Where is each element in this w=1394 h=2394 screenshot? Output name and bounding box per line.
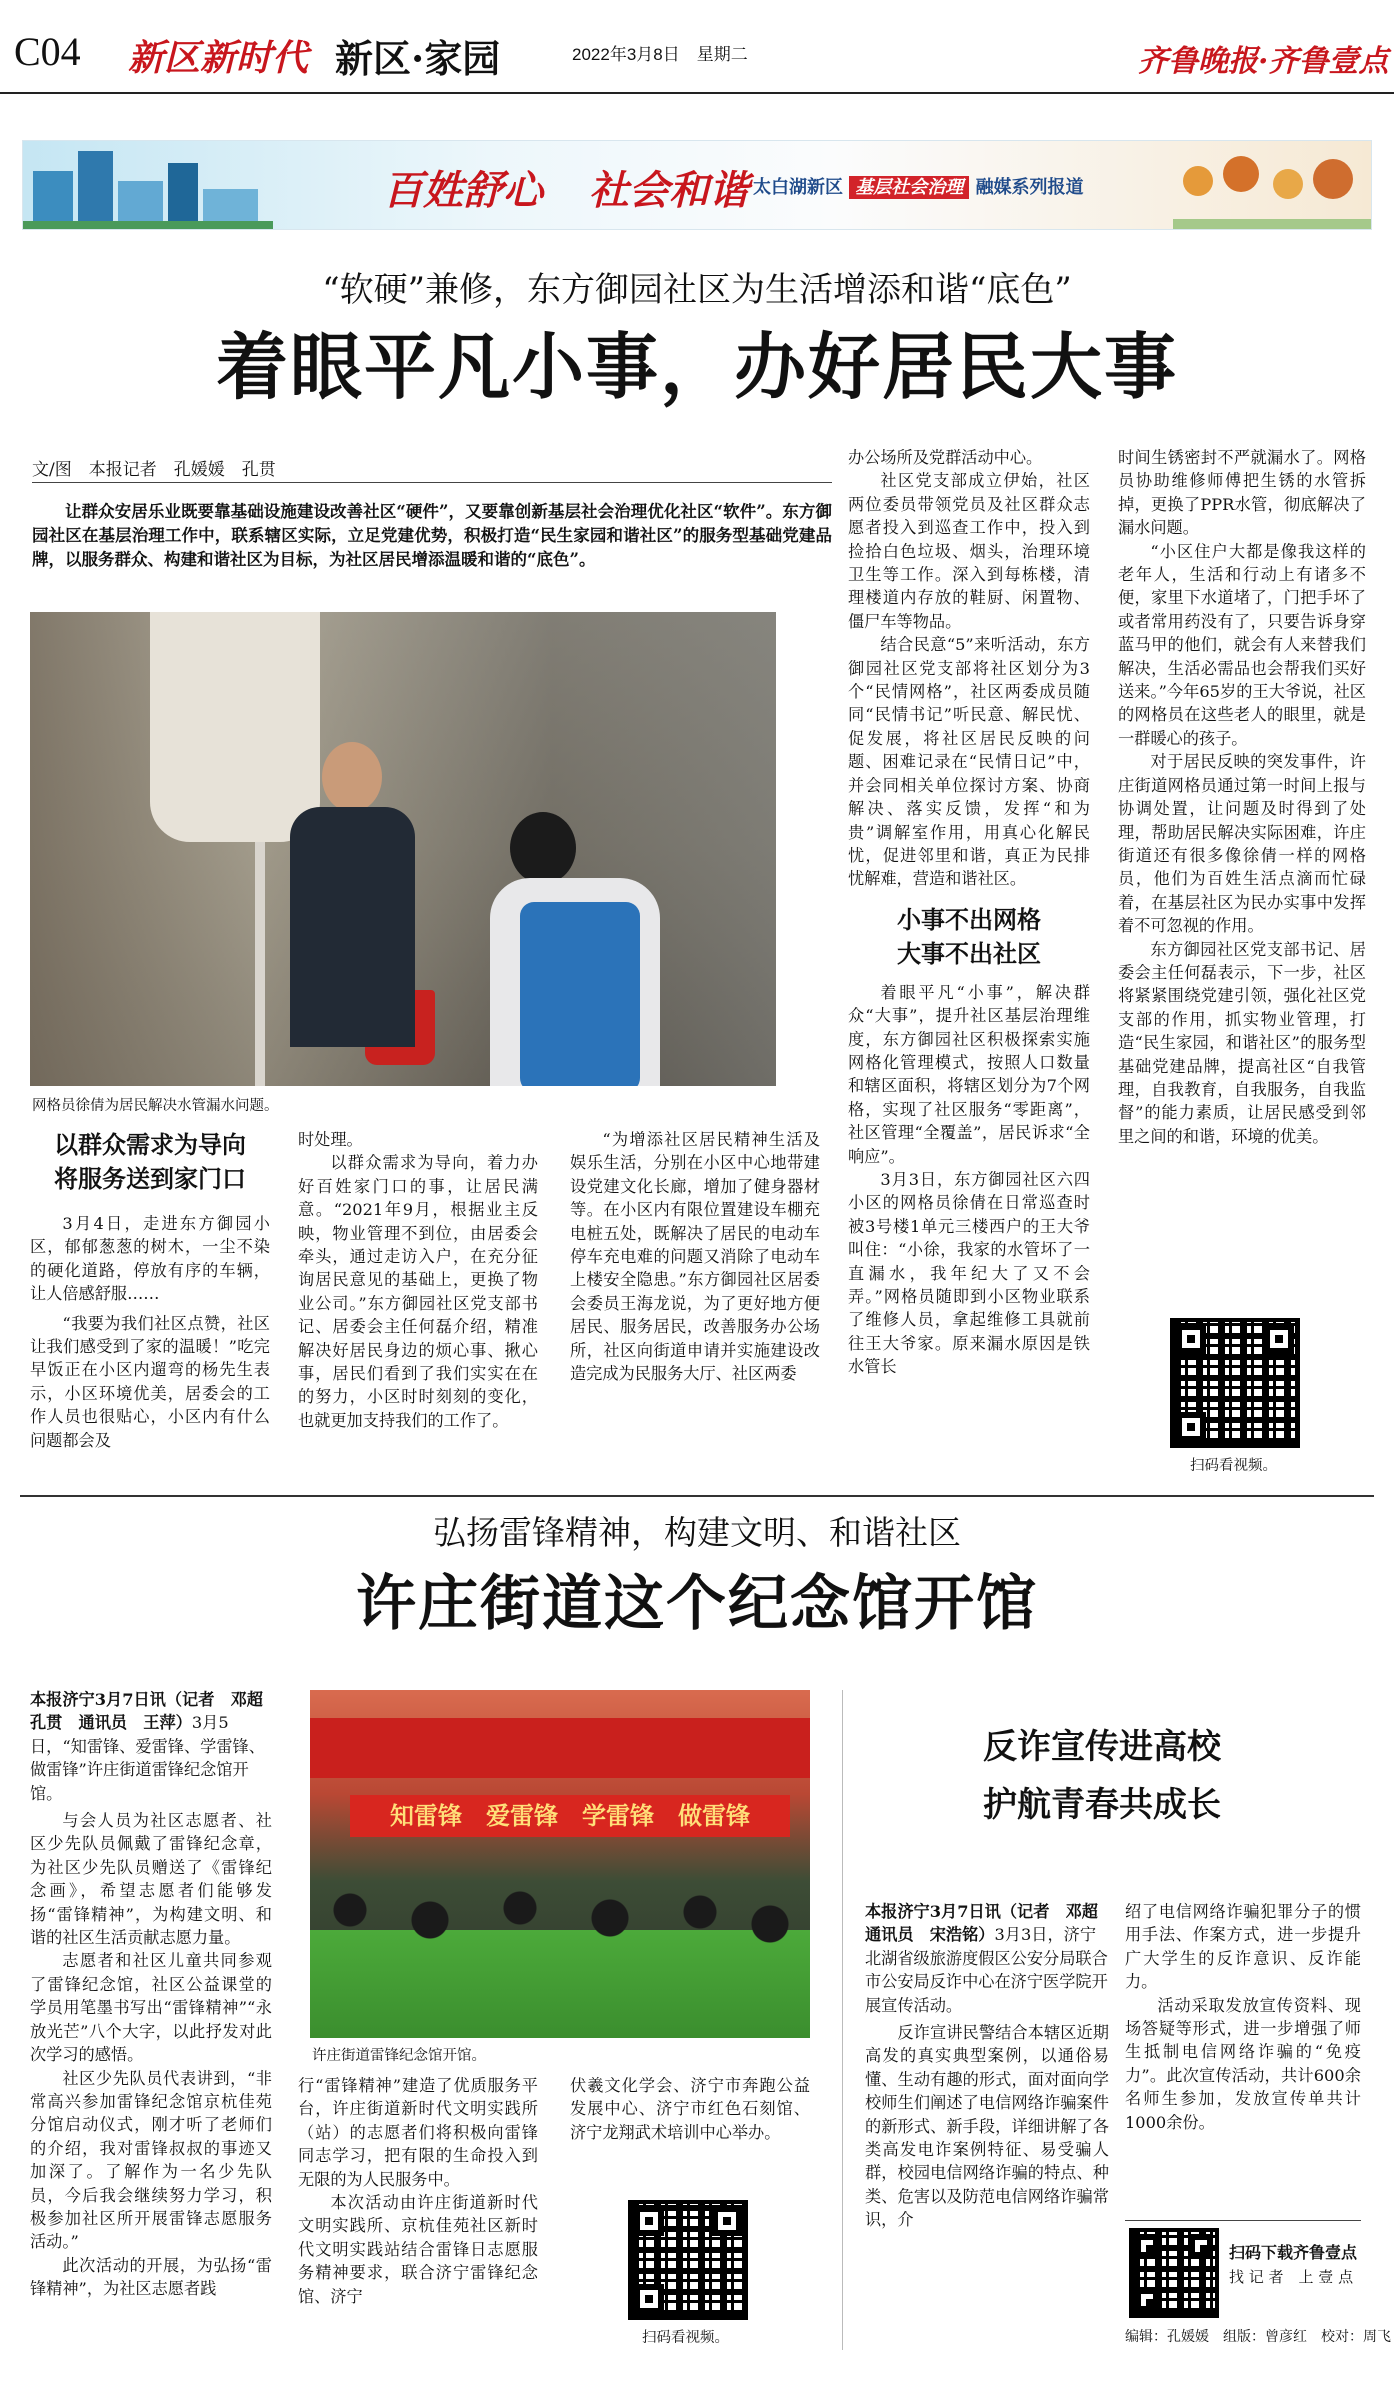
brand-qilu-yidian: ·齐鲁壹点: [1258, 44, 1389, 79]
article1-col3: [848, 446, 1090, 1379]
article2-paragraph: 与会人员为社区志愿者、社区少先队员佩戴了雷锋纪念章，为社区少先队员赠送了《雷锋纪念画》，希望志愿者们能够发扬“雷锋精神”，为构建文明、和谐的社区生活贡献志愿力量。: [30, 1811, 272, 1948]
article2-headline: 许庄街道这个纪念馆开馆: [356, 1569, 1038, 1639]
article3-col2: [1125, 1900, 1361, 2134]
article1-col1: [30, 1212, 270, 1452]
qilu-yidian-download-qr[interactable]: [1129, 2228, 1219, 2318]
article2-col2: [298, 2074, 538, 2308]
subhead2-line1: 小事不出网格: [897, 904, 1041, 934]
man-figure: [270, 742, 430, 1042]
section-title: 新区·家园: [335, 36, 501, 81]
photo-banner-text: 知雷锋 爱雷锋 学雷锋 做雷锋: [350, 1795, 790, 1837]
article1-paragraph: 东方御园社区党支部书记、居委会主任何磊表示，下一步，社区将紧紧围绕党建引领，强化社区党支部的作用，抓实物业管理，打造“民生家园，和谐社区”的服务型基础党建品牌，提高社区“自我管理，自我教育，自我服务，自我监督”的能力素质，让居民感受到邻里之间的和谐，环境的优美。: [1118, 939, 1366, 1146]
series-tag-box: 基层社会治理: [849, 176, 969, 199]
article2-paragraph: 行“雷锋精神”建造了优质服务平台，许庄街道新时代文明实践所（站）的志愿者们将积极向雷锋同志学习，把有限的生命投入到无限的为人民服务中。: [298, 2076, 538, 2189]
article1-paragraph: “小区住户大都是像我这样的老年人，生活和行动上有诸多不便，家里下水道堵了，门把手坏了或者常用药没有了，只要告诉身穿蓝马甲的他们，就会有人来替我们解决，生活必需品也会帮我们买好送来。”今年65岁的王大爷说，社区的网格员在这些老人的眼里，就是一群暖心的孩子。: [1118, 541, 1366, 748]
article1-col4: [1118, 446, 1366, 1148]
article3-paragraph: 反诈宣讲民警结合本辖区近期高发的真实典型案例，以通俗易懂、生动有趣的形式，面对面向学校师生们阐述了电信网络诈骗案件的新形式、新手段，详细讲解了各类高发电诈案例特征、易受骗人群，校园电信网络诈骗的特点、种类、危害以及防范电信网络诈骗常识，介: [865, 2023, 1109, 2230]
article2-paragraph: 本次活动由许庄街道新时代文明实践所、京杭佳苑社区新时代文明实践站结合雷锋日志愿服务精神要求，联合济宁雷锋纪念馆、济宁: [298, 2193, 538, 2306]
article2-qr-caption: 扫码看视频。: [642, 2330, 729, 2346]
slogan-social-harmony: 社会和谐: [588, 167, 749, 214]
article1-subhead-2: [848, 903, 1090, 971]
page-number: C04: [14, 29, 81, 74]
skyline-right-illustration: [1173, 141, 1372, 230]
article1-kicker: “软硬”兼修，东方御园社区为生活增添和谐“底色”: [322, 270, 1072, 310]
article1-col2b: [570, 1128, 820, 1385]
editor-credits: 编辑：孔媛媛 组版：曾彦红 校对：周飞: [1125, 2329, 1391, 2345]
brand-logo: [1138, 36, 1388, 80]
banner-slogan: [383, 159, 749, 216]
brand-qilu-evening: 齐鲁晚报: [1138, 44, 1258, 79]
masthead-logo: 新区新时代: [128, 37, 309, 79]
article1-paragraph: “为增添社区居民精神生活及娱乐生活，分别在小区中心地带建设党建文化长廊，增加了健身器材等。在小区内有限位置建设车棚充电桩五处，既解决了居民的电动车停车充电难的问题又消除了电动车上楼安全隐患。”东方御园社区居委会委员王海龙说，为了更好地方便居民、服务居民，改善服务办公场所，社区向街道申请并实施建设改造完成为民服务大厅、社区两委: [570, 1130, 820, 1384]
article1-lead: 让群众安居乐业既要靠基础设施建设改善社区“硬件”，又要靠创新基层社会治理优化社区“软件”。东方御园社区在基层治理工作中，联系辖区实际，立足党建优势，积极打造“民生家园和谐社区”的服务型基础党建品牌，以服务群众、构建和谐社区为目标，为社区居民增添温暖和谐的“底色”。: [32, 502, 832, 569]
grid-worker-figure: [450, 812, 700, 1086]
issue-date: 2022年3月8日 星期二: [572, 45, 748, 64]
article2-dateline: 本报济宁3月7日讯（记者 邓超 孔贯 通讯员 王萍）: [30, 1690, 280, 1733]
slogan-people-comfort: 百姓舒心: [383, 167, 543, 214]
series-banner: [22, 140, 1372, 230]
article1-paragraph: 对于居民反映的突发事件，许庄街道网格员通过第一时间上报与协调处置，让问题及时得到了处理，帮助居民解决实际困难，许庄街道还有很多像徐倩一样的网格员，他们为百姓生活点滴而忙碌着，在基层社区为民办实事中发挥着不可忽视的作用。: [1118, 752, 1366, 936]
article3-headline-line2: 护航青春共成长: [983, 1785, 1221, 1825]
article1-paragraph: 3月3日，东方御园社区六四小区的网格员徐倩在日常巡查时被3号楼1单元三楼西户的王大爷叫住：“小徐，我家的水管坏了一直漏水，我年纪大了又不会弄。”网格员随即到小区物业联系了维修人员，拿起维修工具就前往王大爷家。原来漏水原因是铁水管长: [848, 1169, 1090, 1377]
article1-photo: [30, 612, 776, 1086]
article1-paragraph: “我要为我们社区点赞，社区让我们感受到了家的温暖！”吃完早饭正在小区内遛弯的杨先生表示，小区环境优美，居委会的工作人员也很贴心，小区内有什么问题都会及: [30, 1313, 270, 1450]
series-tag-district: 太白湖新区: [753, 177, 843, 198]
article2-paragraph: 3月5日，“知雷锋、爱雷锋、学雷锋、做雷锋”许庄街道雷锋纪念馆开馆。: [30, 1713, 265, 1803]
article2-paragraph: 此次活动的开展，为弘扬“雷锋精神”，为社区志愿者践: [30, 2255, 272, 2299]
article2-col1: [30, 1688, 280, 2301]
article2-qr-code[interactable]: [628, 2200, 748, 2320]
article3-dateline: 本报济宁3月7日讯（记者 邓超 通讯员 宋浩铭）: [865, 1902, 1115, 1945]
article2-photo-caption: 许庄街道雷锋纪念馆开馆。: [312, 2048, 486, 2064]
footer-rule: [1125, 2220, 1361, 2221]
audience-crowd: [310, 1890, 810, 2038]
article1-headline: 着眼平凡小事，办好居民大事: [215, 324, 1178, 409]
download-app-label: 扫码下载齐鲁壹点: [1229, 2243, 1358, 2262]
article1-paragraph: 以群众需求为导向，着力办好百姓家门口的事，让居民满意。“2021年9月，根据业主反映，物业管理不到位，由居委会牵头，通过走访入户，在充分征询居民意见的基础上，更换了物业公司。”东方御园社区党支部书记、居委会主任何磊介绍，精准解决好居民身边的烦心事、揪心事，居民们看到了我们实实在在的努力，小区时时刻刻的变化，也就更加支持我们的工作了。: [298, 1153, 538, 1430]
article3-paragraph: 绍了电信网络诈骗犯罪分子的惯用手法、作案方式，进一步提升广大学生的反诈意识、反诈能力。: [1125, 1902, 1361, 1992]
article1-paragraph: 3月4日，走进东方御园小区，郁郁葱葱的树木，一尘不染的硬化道路，停放有序的车辆，让人倍感舒服……: [30, 1214, 270, 1304]
article2-kicker: 弘扬雷锋精神，构建文明、和谐社区: [433, 1513, 961, 1552]
article1-paragraph: 社区党支部成立伊始，社区两位委员带领党员及社区群众志愿者投入到巡查工作中，投入到捡拾白色垃圾、烟头，治理环境卫生等工作。深入到每栋楼，清理楼道内存放的鞋厨、闲置物、僵尸车等物品。: [848, 471, 1090, 631]
article2-photo: [310, 1690, 810, 2038]
header-rule: [0, 92, 1394, 94]
article2-paragraph: 志愿者和社区儿童共同参观了雷锋纪念馆，社区公益课堂的学员用笔墨书写出“雷锋精神”“永放光芒”八个大字，以此抒发对此次学习的感悟。: [30, 1951, 272, 2065]
find-reporter-label: 找 记 者 上 壹 点: [1229, 2268, 1354, 2286]
byline-rule: [32, 482, 832, 483]
article2-paragraph: 伏羲文化学会、济宁市奔跑公益发展中心、济宁市红色石刻馆、济宁龙翔武术培训中心举办。: [570, 2076, 810, 2142]
article1-paragraph: 结合民意“5”来听活动，东方御园社区党支部将社区划分为3个“民情网格”，社区两委成员随同“民情书记”听民意、解民忧、促发展，将社区居民反映的问题、困难记录在“民情日记”中，并会同相关单位探讨方案、协商解决、落实反馈，发挥“和为贵”调解室作用，用真心化解民忧，促进邻里和谐，真正为民排忧解难，营造和谐社区。: [848, 635, 1090, 889]
section-divider: [20, 1495, 1374, 1497]
subhead2-line2: 大事不出社区: [897, 938, 1041, 968]
article1-subhead-1: [30, 1128, 270, 1196]
series-tag: [753, 173, 1084, 199]
article2-col3: [570, 2074, 810, 2144]
article3-paragraph: 3月3日，济宁北湖省级旅游度假区公安分局联合市公安局反诈中心在济宁医学院开展宣传活动。: [865, 1925, 1108, 2015]
article1-paragraph: 办公场所及党群活动中心。: [848, 448, 1043, 467]
article1-paragraph: 时间生锈密封不严就漏水了。网格员协助维修师傅把生锈的水管拆掉，更换了PPR水管，彻底解决了漏水问题。: [1118, 448, 1366, 538]
series-tag-suffix: 融媒系列报道: [975, 177, 1084, 198]
article1-paragraph: 着眼平凡“小事”，解决群众“大事”，提升社区基层治理维度，东方御园社区积极探索实施网格化管理模式，按照人口数量和辖区面积，将辖区划分为7个网格，实现了社区服务“零距离”，社区管理“全覆盖”，居民诉求“全响应”。: [848, 982, 1090, 1166]
article1-col2: [298, 1128, 538, 1432]
article1-byline: 文/图 本报记者 孔媛媛 孔贯: [32, 460, 276, 480]
article1-photo-caption: 网格员徐倩为居民解决水管漏水问题。: [32, 1098, 279, 1114]
article3-col1: [865, 1900, 1115, 2232]
article3-paragraph: 活动采取发放宣传资料、现场答疑等形式，进一步增强了师生抵制电信网络诈骗的“免疫力”。此次宣传活动，共计600余名师生参加，发放宣传单共计1000余份。: [1125, 1995, 1361, 2132]
article2-paragraph: 社区少先队员代表讲到，“非常高兴参加雷锋纪念馆京杭佳苑分馆启动仪式，刚才听了老师们的介绍，我对雷锋叔叔的事迹又加深了。了解作为一名少先队员，今后我会继续努力学习，积极参加社区所开展雷锋志愿服务活动。”: [30, 2068, 272, 2252]
article1-paragraph: 时处理。: [298, 1130, 363, 1149]
article3-box: [842, 1690, 1391, 2350]
article1-qr-caption: 扫码看视频。: [1190, 1458, 1277, 1474]
article1-qr-code[interactable]: [1170, 1318, 1300, 1448]
skyline-left-illustration: [23, 141, 273, 230]
article3-headline-line1: 反诈宣传进高校: [983, 1727, 1221, 1767]
article3-headline: [983, 1718, 1221, 1834]
photo-red-banner: [310, 1718, 810, 1778]
subhead1-line1: 以群众需求为导向: [54, 1130, 246, 1159]
subhead1-line2: 将服务送到家门口: [54, 1164, 246, 1193]
